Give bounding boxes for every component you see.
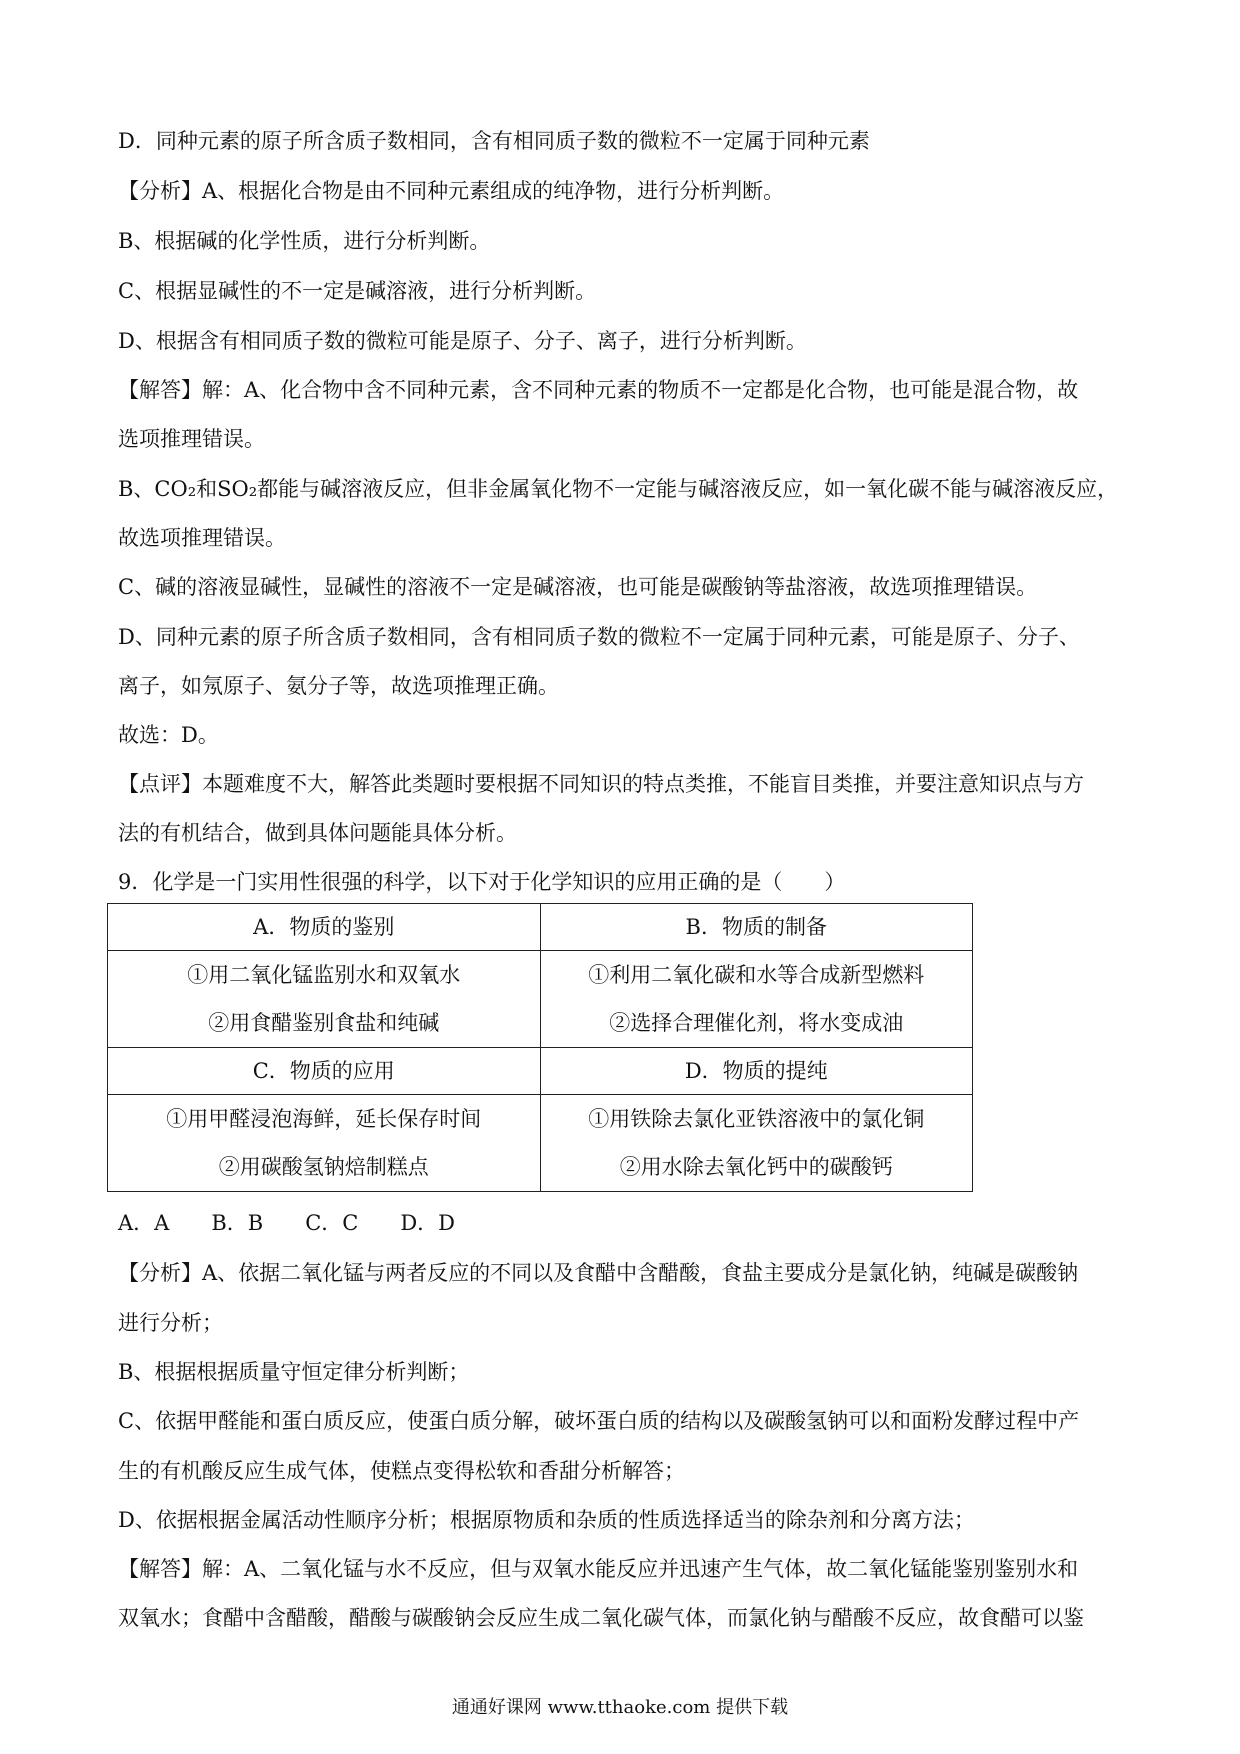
table-cell-line: ①利用二氧化碳和水等合成新型燃料 <box>588 963 925 987</box>
table-cell-b-body <box>540 951 973 1048</box>
options-table <box>107 903 973 1192</box>
table-cell-b-head: B．物质的制备 <box>540 904 973 951</box>
analysis-heading-line: 【分析】A、依据二氧化锰与两者反应的不同以及食醋中含醋酸，食盐主要成分是氯化钠，纯碱是碳酸钠 <box>118 1261 1079 1285</box>
comment-heading-line: 【点评】本题难度不大，解答此类题时要根据不同知识的特点类推，不能盲目类推，并要注意知识点与方 <box>118 772 1084 796</box>
text-line: 离子，如氖原子、氨分子等，故选项推理正确。 <box>118 674 559 698</box>
analysis-heading-line: 【分析】A、根据化合物是由不同种元素组成的纯净物，进行分析判断。 <box>118 179 785 203</box>
solution-heading-line: 【解答】解：A、二氧化锰与水不反应，但与双氧水能反应并迅速产生气体，故二氧化锰能鉴别鉴别水和 <box>118 1557 1079 1581</box>
text-line: D、依据根据金属活动性顺序分析；根据原物质和杂质的性质选择适当的除杂剂和分离方法； <box>118 1508 975 1532</box>
table-cell-line: ①用甲醛浸泡海鲜，延长保存时间 <box>166 1107 482 1131</box>
solution-heading-line: 【解答】解：A、化合物中含不同种元素，含不同种元素的物质不一定都是化合物，也可能是混合物，故 <box>118 378 1079 402</box>
question-line: 9．化学是一门实用性很强的科学，以下对于化学知识的应用正确的是（ ） <box>118 870 846 894</box>
text-line: D．同种元素的原子所含质子数相同，含有相同质子数的微粒不一定属于同种元素 <box>118 129 870 153</box>
table-cell-d-body <box>540 1095 973 1192</box>
table-cell-line: ②用食醋鉴别食盐和纯碱 <box>208 1011 440 1035</box>
answer-line: 故选：D。 <box>118 723 219 747</box>
text-line: 法的有机结合，做到具体问题能具体分析。 <box>118 821 517 845</box>
page-footer: 通通好课网 www.tthaoke.com 提供下载 <box>451 1697 789 1718</box>
text-line: 双氧水；食醋中含醋酸，醋酸与碳酸钠会反应生成二氧化碳气体，而氯化钠与醋酸不反应，故食醋可以鉴 <box>118 1606 1084 1630</box>
table-cell-a-body <box>108 951 541 1048</box>
choices-line: A．A B．B C．C D．D <box>118 1211 456 1235</box>
table-cell-c-body <box>108 1095 541 1192</box>
table-cell-line: ②用碳酸氢钠焙制糕点 <box>218 1155 429 1179</box>
text-line: D、同种元素的原子所含质子数相同，含有相同质子数的微粒不一定属于同种元素，可能是原子、分子、 <box>118 625 1080 649</box>
table-cell-line: ①用铁除去氯化亚铁溶液中的氯化铜 <box>588 1107 925 1131</box>
table-cell-a-head: A．物质的鉴别 <box>108 904 541 951</box>
table-cell-d-head: D．物质的提纯 <box>540 1048 973 1095</box>
text-line: 生的有机酸反应生成气体，使糕点变得松软和香甜分析解答； <box>118 1459 685 1483</box>
table-cell-line: ②用水除去氧化钙中的碳酸钙 <box>619 1155 893 1179</box>
table-cell-line: ②选择合理催化剂，将水变成油 <box>609 1011 904 1035</box>
text-line: 进行分析； <box>118 1311 223 1335</box>
table-cell-line: ①用二氧化锰监别水和双氧水 <box>187 963 461 987</box>
text-line: B、根据碱的化学性质，进行分析判断。 <box>118 229 491 253</box>
text-line: D、根据含有相同质子数的微粒可能是原子、分子、离子，进行分析判断。 <box>118 329 807 353</box>
table-cell-c-head: C．物质的应用 <box>108 1048 541 1095</box>
text-line: C、根据显碱性的不一定是碱溶液，进行分析判断。 <box>118 279 597 303</box>
text-line: 选项推理错误。 <box>118 427 265 451</box>
text-line: B、CO₂和SO₂都能与碱溶液反应，但非金属氧化物不一定能与碱溶液反应，如一氧化碳不能与碱溶液反应， <box>118 477 1119 501</box>
text-line: C、依据甲醛能和蛋白质反应，使蛋白质分解，破坏蛋白质的结构以及碳酸氢钠可以和面粉发酵过程中产 <box>118 1409 1080 1433</box>
text-line: B、根据根据质量守恒定律分析判断； <box>118 1360 470 1384</box>
text-line: C、碱的溶液显碱性，显碱性的溶液不一定是碱溶液，也可能是碳酸钠等盐溶液，故选项推理错误。 <box>118 575 1038 599</box>
text-line: 故选项推理错误。 <box>118 526 286 550</box>
